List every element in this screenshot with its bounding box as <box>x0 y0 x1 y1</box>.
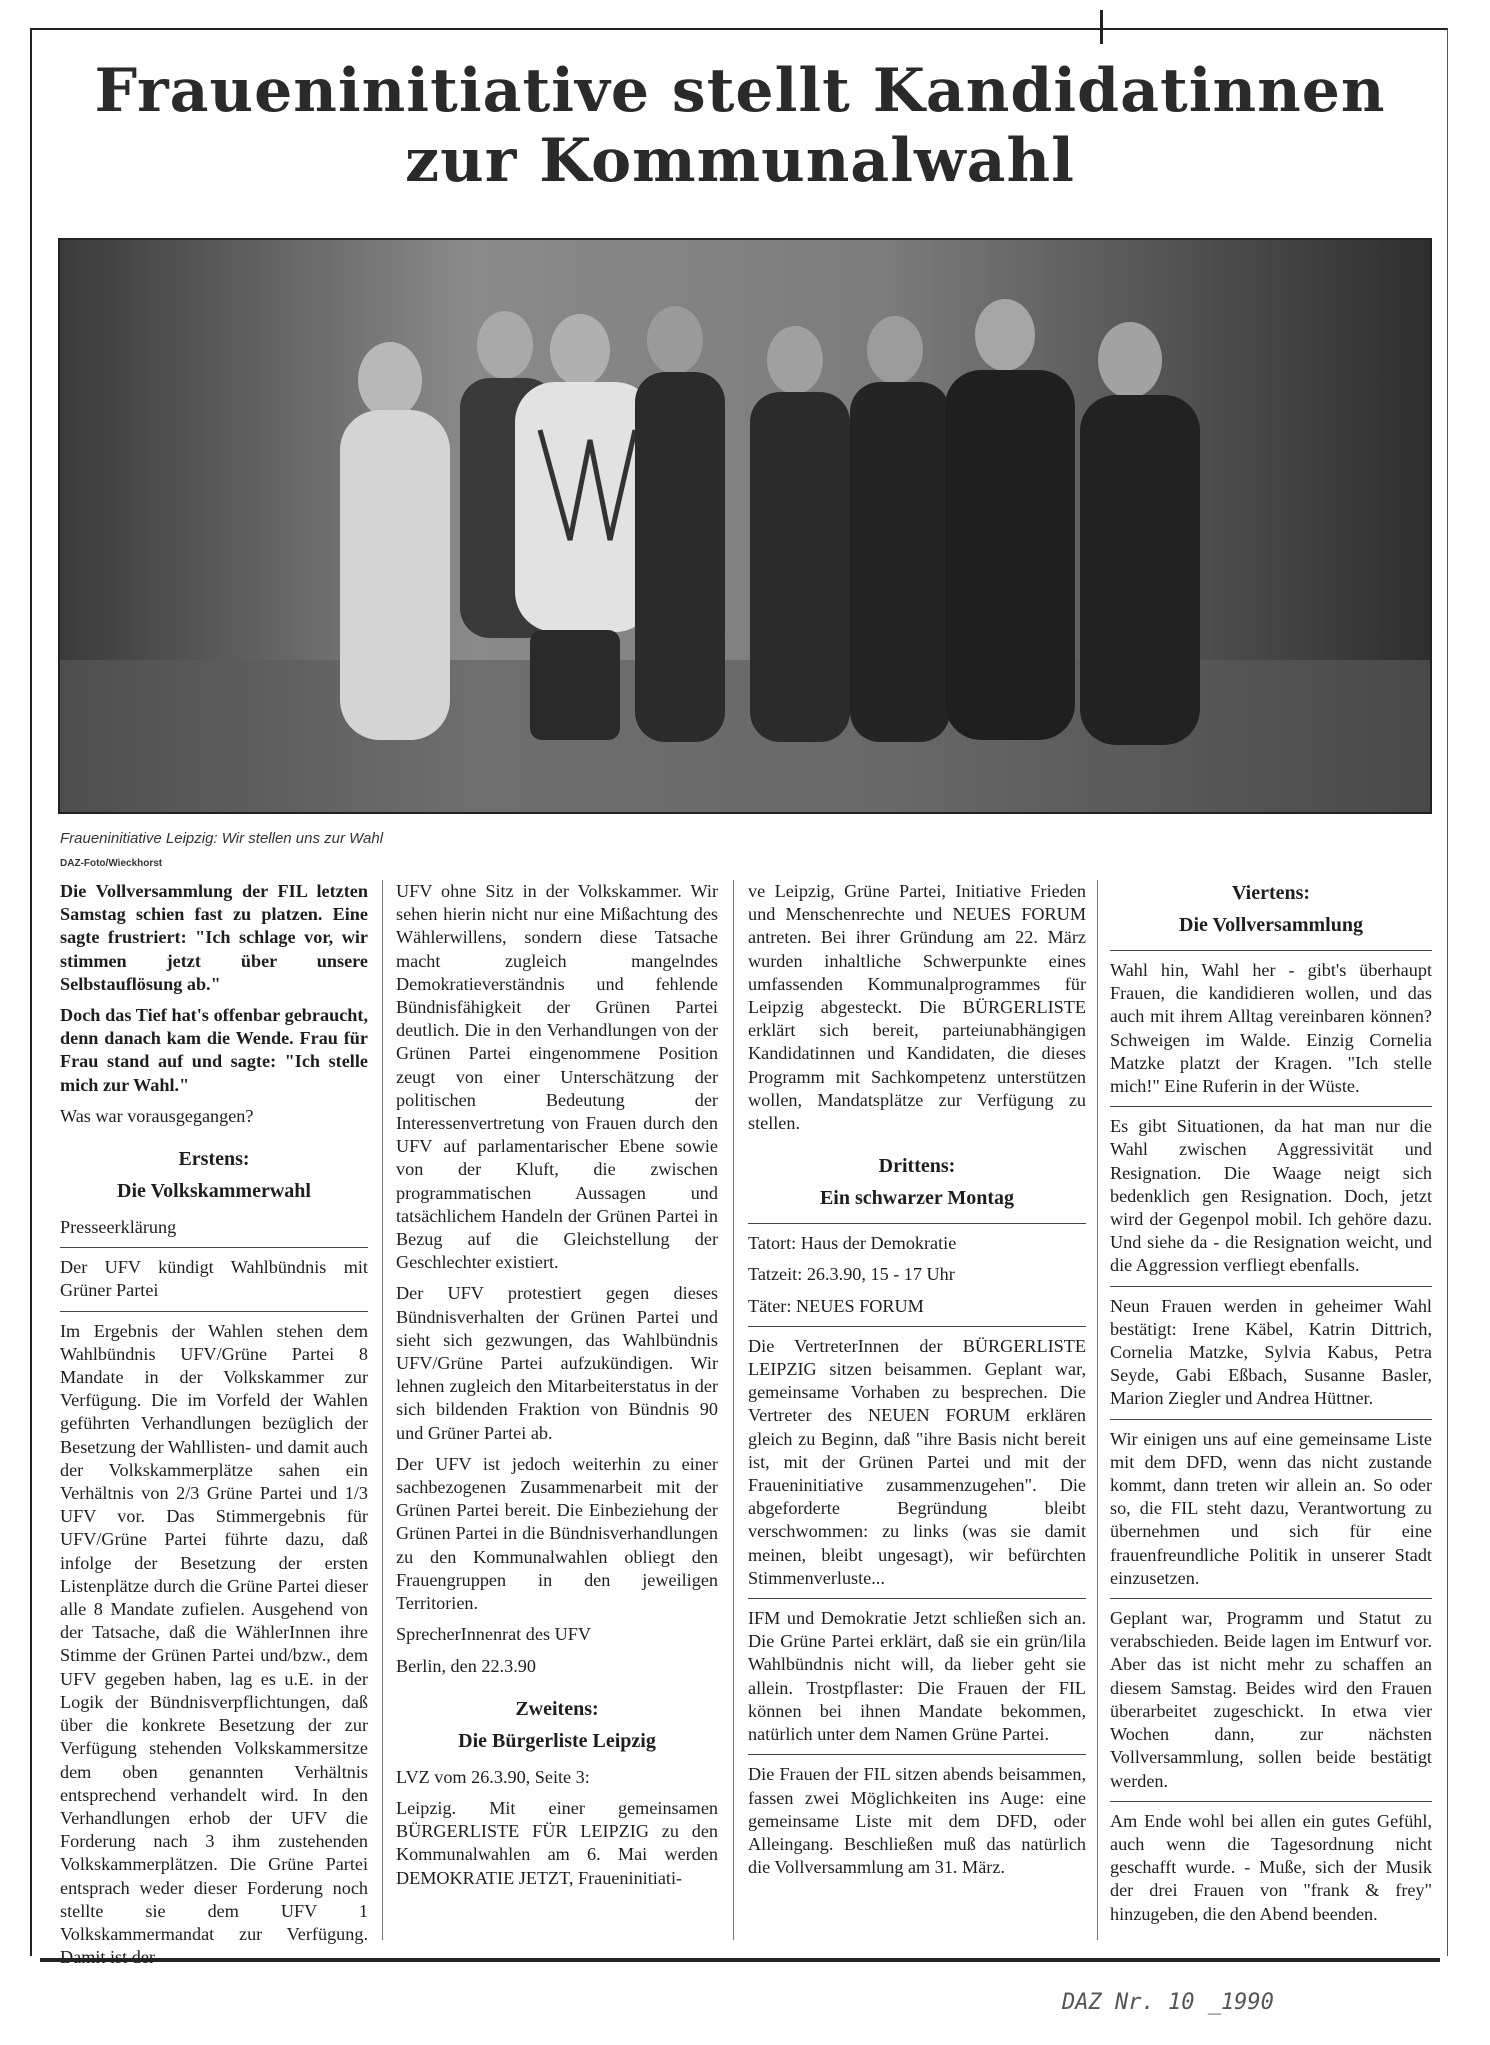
column-divider <box>382 880 383 1940</box>
headline-line-2: zur Kommunalwahl <box>405 126 1075 196</box>
divider <box>1110 1286 1432 1287</box>
source-annotation: DAZ Nr. 10 _1990 <box>1062 1990 1274 2015</box>
section-number-heading: Erstens: <box>178 1148 250 1171</box>
section-number-heading: Drittens: <box>878 1155 956 1178</box>
photo-caption: Fraueninitiative Leipzig: Wir stellen uns zur Wahl <box>60 830 384 847</box>
divider <box>1110 1419 1432 1420</box>
body-paragraph: Leipzig. Mit einer gemeinsamen BÜRGERLISTE FÜR LEIPZIG zu den Kommunalwahlen am 6. Mai werden DEMOKRATIE JETZT, Fraueninitiati- <box>396 1797 718 1888</box>
body-paragraph: IFM und Demokratie Jetzt schließen sich an. Die Grüne Partei erklärt, daß sie ein grün/lila Wahlbündnis nicht will, da lieber geht sie allein. Trostpflaster: Die Frauen der FIL können bei ihnen Mandate bekommen, natürlich unter dem Namen Grüne Partei. <box>748 1608 1086 1745</box>
bottom-rule <box>40 1958 1440 1962</box>
taeter-line: Täter: NEUES FORUM <box>748 1295 924 1316</box>
body-paragraph: UFV ohne Sitz in der Volkskammer. Wir sehen hierin nicht nur eine Mißachtung des Wählerwillens, sondern diese Tatsache macht zugleich mangelndes Demokratieverständnis und fehlende Bündnisfähigkeit der Grünen Partei deutlich. Die in den Verhandlungen von der Grünen Partei eingenommene Position zeugt von einer Unterschätzung der politischen Bedeutung der Interessenvertretung von Frauen durch den UFV auf parlamentarischer Ebene sowie von der Kluft, die zwischen programmatischen Aussagen und tatsächlichem Handeln der Grünen Partei in Bezug auf die Gleichstellung der Geschlechter existiert. <box>396 881 718 1273</box>
divider <box>1110 1106 1432 1107</box>
tatzeit-line: Tatzeit: 26.3.90, 15 - 17 Uhr <box>748 1264 955 1285</box>
body-paragraph: Der UFV protestiert gegen dieses Bündnisverhalten der Grünen Partei und sieht sich gezwungen, das Wahlbündnis UFV/Grüne Partei aufzukündigen. Wir lehnen zugleich den Mitarbeiterstatus in der sich bildenden Fraktion von Bündnis 90 und Grüner Partei ab. <box>396 1283 718 1443</box>
section-title-heading: Die Bürgerliste Leipzig <box>458 1729 656 1752</box>
body-paragraph: Neun Frauen werden in geheimer Wahl bestätigt: Irene Käbel, Katrin Dittrich, Cornelia Matzke, Sylvia Kabus, Petra Seyde, Gabi Eßbach, Susanne Basler, Marion Ziegler und Andrea Hüttner. <box>1110 1295 1432 1409</box>
divider <box>748 1223 1086 1224</box>
divider <box>1110 950 1432 951</box>
divider <box>1110 1598 1432 1599</box>
column-4 <box>1110 880 1432 1940</box>
body-paragraph: Wir einigen uns auf eine gemeinsame Liste mit dem DFD, wenn das nicht zustande kommt, dann treten wir allein an. So oder so, die FIL steht dazu, Verantwortung zu übernehmen und sich für eine frauenfreundliche Politik in unserer Stadt einzusetzen. <box>1110 1428 1432 1588</box>
divider <box>60 1247 368 1248</box>
section-title-heading: Ein schwarzer Montag <box>819 1187 1015 1210</box>
headline <box>60 56 1420 196</box>
section-number-heading: Viertens: <box>1231 882 1311 904</box>
divider <box>748 1598 1086 1599</box>
press-release-label: Presseerklärung <box>60 1217 177 1238</box>
divider <box>60 1311 368 1312</box>
body-paragraph: ve Leipzig, Grüne Partei, Initiative Frieden und Menschenrechte und NEUES FORUM antreten. Bei ihrer Gründung am 22. März wurden inhaltliche Schwerpunkte eines umfassenden Kommunalprogrammes für Leipzig abgesteckt. Die BÜRGERLISTE erklärt sich bereit, parteiunabhängigen Kandidatinnen und Kandidaten, die dieses Programm mit Sachkompetenz unterstützen wollen, Mandatsplätze zur Verfügung zu stellen. <box>748 881 1086 1134</box>
section-title-heading: Die Vollversammlung <box>1179 914 1363 936</box>
section-number-heading: Zweitens: <box>515 1697 599 1720</box>
column-1 <box>60 880 368 1944</box>
body-paragraph: Der UFV ist jedoch weiterhin zu einer sachbezogenen Zusammenarbeit mit der Grünen Partei bereit. Die Einbeziehung der Grünen Partei in die Bündnisverhandlungen zu den Kommunalwahlen obliegt den Frauengruppen in den jeweiligen Territorien. <box>396 1453 718 1614</box>
column-3 <box>748 880 1086 1940</box>
photo-credit: DAZ-Foto/Wieckhorst <box>60 858 163 869</box>
body-paragraph: Die VertreterInnen der BÜRGERLISTE LEIPZIG sitzen beisammen. Geplant war, gemeinsame Vorhaben zu besprechen. Die Vertreter des NEUEN FORUM erklären gleich zu Beginn, daß "ihre Basis nicht bereit ist, mit der Grünen Partei und mit der Fraueninitiative zusammenzugehen". Die abgeforderte Begründung bleibt verschwommen: zu links (was sie damit meinen, bleibt ungesagt), wir befürchten Stimmenverluste... <box>748 1335 1086 1588</box>
press-release-subhead: Der UFV kündigt Wahlbündnis mit Grüner Partei <box>60 1257 368 1301</box>
group-photo <box>58 238 1432 814</box>
body-paragraph: Wahl hin, Wahl her - gibt's überhaupt Frauen, die kandidieren wollen, und das auch mit ihrem Alltag vereinbaren können? Schweigen im Walde. Einzig Cornelia Matzke platzt der Kragen. "Ich stelle mich!" Eine Ruferin in der Wüste. <box>1110 960 1432 1097</box>
body-paragraph: Am Ende wohl bei allen ein gutes Gefühl, auch wenn die Tagesordnung nicht geschafft wurde. - Muße, sich der Musik der drei Frauen von "frank & frey" hinzugeben, die den Abend beenden. <box>1110 1810 1432 1924</box>
section-title-heading: Die Volkskammerwahl <box>117 1180 311 1203</box>
intro-question: Was war vorausgegangen? <box>60 1105 254 1126</box>
column-divider <box>1097 880 1098 1940</box>
column-divider <box>733 880 734 1940</box>
divider <box>1110 1801 1432 1802</box>
column-2 <box>396 880 718 1940</box>
signature: SprecherInnenrat des UFV <box>396 1624 591 1645</box>
divider <box>748 1754 1086 1755</box>
headline-line-1: Fraueninitiative stellt Kandidatinnen <box>94 56 1386 126</box>
body-paragraph: Es gibt Situationen, da hat man nur die Wahl zwischen Aggressivität und Resignation. Die Waage neigt sich bedenklich gen Resignation. Doch, jetzt wird der Gegenpol mobil. Ich gehöre dazu. Und siehe da - die Resignation weicht, und die Aggression verfliegt ebenfalls. <box>1110 1116 1432 1276</box>
body-paragraph: Die Frauen der FIL sitzen abends beisammen, fassen zwei Möglichkeiten ins Auge: eine gemeinsame Liste mit dem DFD, oder Alleingang. Beschließen muß das natürlich die Vollversammlung am 31. März. <box>748 1764 1086 1878</box>
group-photo-image <box>60 240 1430 812</box>
intro-paragraph: Doch das Tief hat's offenbar gebraucht, denn danach kam die Wende. Frau für Frau stand auf und sagte: "Ich stelle mich zur Wahl." <box>60 1005 368 1095</box>
intro-paragraph: Die Vollversammlung der FIL letzten Samstag schien fast zu platzen. Eine sagte frustriert: "Ich schlage vor, wir stimmen jetzt über unsere Selbstauflösung ab." <box>60 881 368 994</box>
body-paragraph: Geplant war, Programm und Statut zu verabschieden. Beide lagen im Entwurf vor. Aber das ist nicht mehr zu schaffen an diesem Samstag. Beides wird den Frauen überarbeitet zugeschickt. In etwa vier Wochen dann, zur nächsten Vollversammlung, sollen beide bestätigt werden. <box>1110 1608 1432 1791</box>
dateline: Berlin, den 22.3.90 <box>396 1655 536 1676</box>
column-marker <box>1100 10 1103 44</box>
divider <box>748 1326 1086 1327</box>
tatort-line: Tatort: Haus der Demokratie <box>748 1233 957 1254</box>
source-line: LVZ vom 26.3.90, Seite 3: <box>396 1766 590 1787</box>
body-paragraph: Im Ergebnis der Wahlen stehen dem Wahlbündnis UFV/Grüne Partei 8 Mandate in der Volkskammer zur Verfügung. Die im Vorfeld der Wahlen geführten Verhandlungen bezüglich der Besetzung der Wahllisten- und damit auch der Volkskammerplätze sahen ein Verhältnis von 2/3 Grüne Partei und 1/3 UFV vor. Das Stimmergebnis für UFV/Grüne Partei führte dazu, daß infolge der Besetzung der ersten Listenplätze durch die Grüne Partei dieser alle 8 Mandate zufielen. Ausgehend von der Tatsache, daß die WählerInnen ihre Stimme der Grünen Partei und/bzw., dem UFV gegeben haben, lag es u.E. in der Logik der Bündnisverpflichtungen, daß über die konkrete Besetzung der zur Verfügung stehenden Volkskammersitze dem oben genannten Verhältnis entsprechend verhandelt wird. In den Verhandlungen erhob der UFV die Forderung nach 3 ihm zustehenden Volkskammerplätzen. Die Grüne Partei entsprach weder dieser Forderung noch stellte sie dem UFV 1 Volkskammermandat zur Verfügung. <box>60 1320 368 1944</box>
